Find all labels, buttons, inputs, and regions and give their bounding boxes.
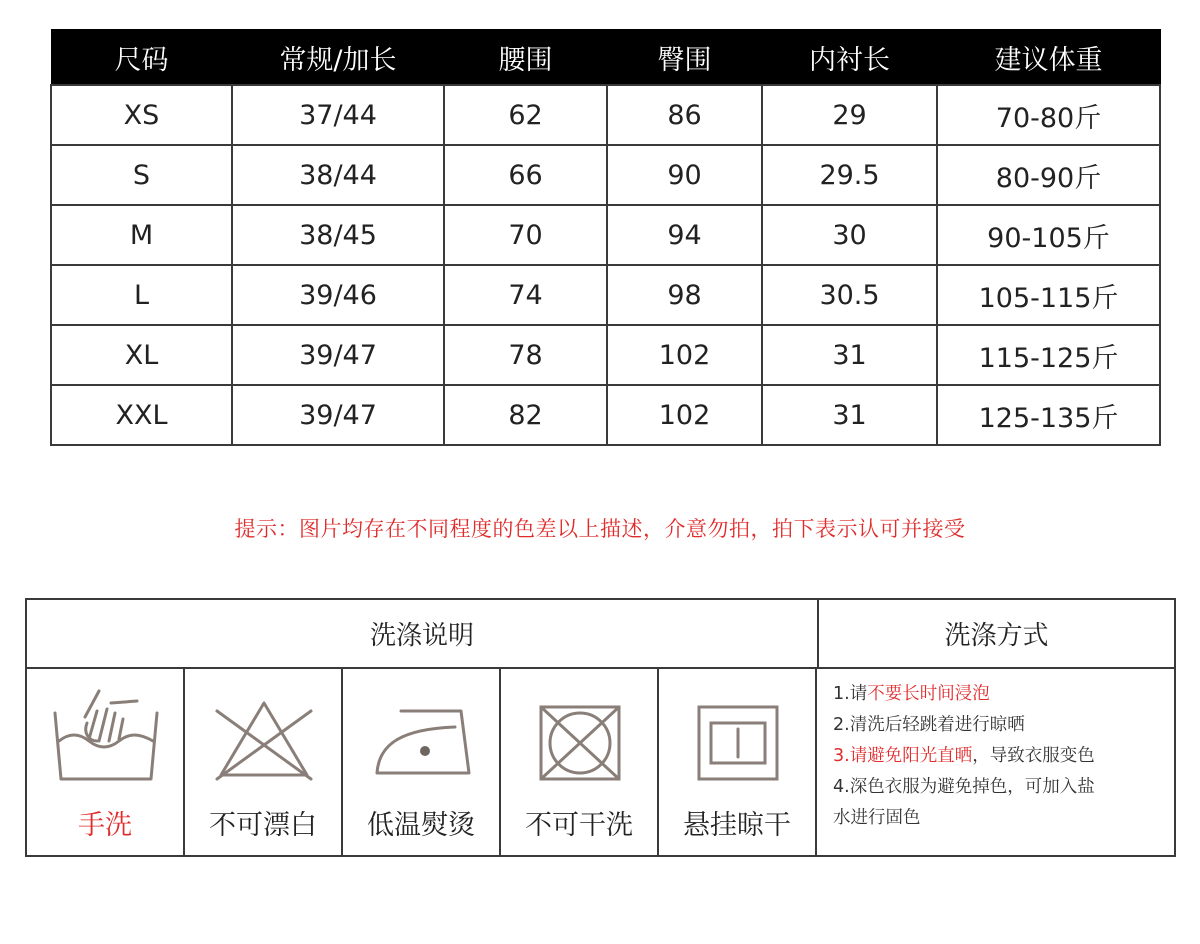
method-3-rest: ，导致衣服变色	[972, 746, 1095, 766]
cell-size: XS	[51, 85, 232, 145]
method-2: 2.清洗后轻跳着进行晾晒	[833, 715, 1025, 735]
color-difference-notice: 提示：图片均存在不同程度的色差以上描述，介意勿拍，拍下表示认可并接受	[234, 517, 966, 541]
care-cell-hang-dry	[659, 669, 817, 857]
cell-lining-length: 29.5	[762, 145, 937, 205]
cell-regular-long: 39/46	[232, 265, 444, 325]
care-cell-low-iron	[343, 669, 501, 857]
cell-weight: 70-80斤	[937, 85, 1160, 145]
no-dry-clean-label: 不可干洗	[525, 810, 633, 841]
cell-waist: 62	[444, 85, 607, 145]
cell-weight: 80-90斤	[937, 145, 1160, 205]
method-1-warning: 不要长时间浸泡	[867, 684, 990, 704]
header-waist: 腰围	[444, 30, 607, 86]
cell-size: M	[51, 205, 232, 265]
method-4-line2: 水进行固色	[833, 808, 921, 828]
cell-lining-length: 31	[762, 325, 937, 385]
header-suggested-weight: 建议体重	[937, 30, 1160, 86]
cell-weight: 105-115斤	[937, 265, 1160, 325]
cell-hip: 98	[607, 265, 762, 325]
cell-waist: 82	[444, 385, 607, 445]
cell-weight: 90-105斤	[937, 205, 1160, 265]
header-lining-length: 内衬长	[762, 30, 937, 86]
cell-lining-length: 31	[762, 385, 937, 445]
cell-hip: 94	[607, 205, 762, 265]
cell-size: S	[51, 145, 232, 205]
method-4-line1: 4.深色衣服为避免掉色，可加入盐	[833, 777, 1095, 797]
cell-waist: 74	[444, 265, 607, 325]
low-iron-icon	[343, 683, 501, 799]
cell-regular-long: 37/44	[232, 85, 444, 145]
cell-hip: 86	[607, 85, 762, 145]
table-row	[51, 205, 1160, 265]
method-1	[833, 679, 1164, 710]
care-cell-no-bleach	[185, 669, 343, 857]
cell-waist: 66	[444, 145, 607, 205]
method-3-warning: 3.请避免阳光直晒	[833, 746, 973, 766]
table-row	[51, 85, 1160, 145]
washing-method-header: 洗涤方式	[819, 600, 1174, 669]
size-chart-table	[50, 29, 1161, 446]
cell-hip: 102	[607, 385, 762, 445]
hand-wash-label: 手洗	[78, 810, 132, 841]
table-row	[51, 385, 1160, 445]
low-iron-label: 低温熨烫	[367, 810, 475, 841]
cell-waist: 70	[444, 205, 607, 265]
cell-weight: 125-135斤	[937, 385, 1160, 445]
cell-regular-long: 39/47	[232, 385, 444, 445]
cell-lining-length: 29	[762, 85, 937, 145]
cell-regular-long: 39/47	[232, 325, 444, 385]
cell-size: XXL	[51, 385, 232, 445]
cell-size: L	[51, 265, 232, 325]
no-bleach-icon	[185, 683, 343, 799]
cell-hip: 90	[607, 145, 762, 205]
table-row	[51, 325, 1160, 385]
care-instructions-table	[25, 598, 1176, 857]
method-1-prefix: 1.请	[833, 684, 868, 704]
cell-hip: 102	[607, 325, 762, 385]
cell-lining-length: 30	[762, 205, 937, 265]
cell-size: XL	[51, 325, 232, 385]
care-cell-no-dry-clean	[501, 669, 659, 857]
method-4	[833, 772, 1164, 834]
cell-regular-long: 38/44	[232, 145, 444, 205]
method-3	[833, 741, 1164, 772]
header-size: 尺码	[51, 30, 232, 86]
washing-instructions-header: 洗涤说明	[27, 600, 819, 669]
hand-wash-icon	[27, 683, 185, 799]
hang-dry-label: 悬挂晾干	[683, 810, 791, 841]
washing-method-list	[819, 669, 1174, 857]
care-cell-hand-wash	[27, 669, 185, 857]
hang-dry-icon	[659, 683, 817, 799]
no-dry-clean-icon	[501, 683, 659, 799]
table-row	[51, 145, 1160, 205]
no-bleach-label: 不可漂白	[209, 810, 317, 841]
table-row	[51, 265, 1160, 325]
cell-regular-long: 38/45	[232, 205, 444, 265]
cell-lining-length: 30.5	[762, 265, 937, 325]
header-regular-long: 常规/加长	[232, 30, 444, 86]
cell-weight: 115-125斤	[937, 325, 1160, 385]
size-chart-header-row	[51, 30, 1160, 86]
header-hip: 臀围	[607, 30, 762, 86]
cell-waist: 78	[444, 325, 607, 385]
